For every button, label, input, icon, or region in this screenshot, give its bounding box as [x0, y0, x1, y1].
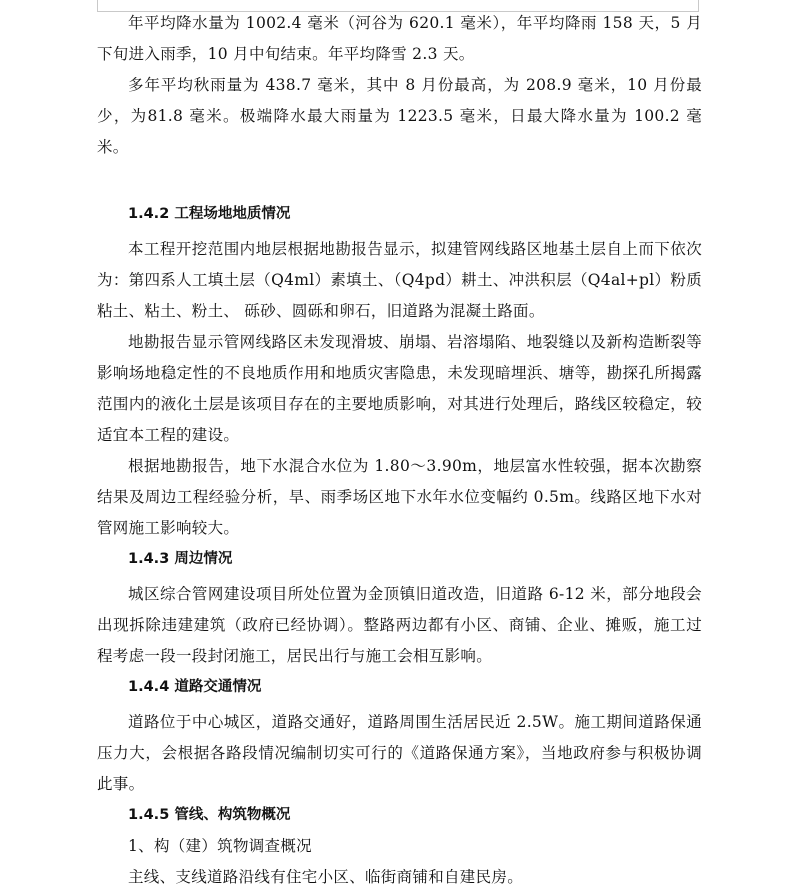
paragraph-groundwater: 根据地勘报告，地下水混合水位为 1.80～3.90m，地层富水性较强，据本次勘察结果及周边工程经验分析，旱、雨季场区地下水年水位变幅约 0.5m。线路区地下水对管网施工影响较大。	[97, 457, 702, 537]
paragraph-traffic: 道路位于中心城区，道路交通好，道路周围生活居民近 2.5W。施工期间道路保通压力大，会根据各路段情况编制切实可行的《道路保通方案》，当地政府参与积极协调此事。	[97, 713, 702, 793]
paragraph-precipitation: 年平均降水量为 1002.4 毫米（河谷为 620.1 毫米），年平均降雨 158 天，5 月下旬进入雨季，10 月中旬结束。年平均降雪 2.3 天。	[97, 14, 702, 63]
paragraph-structures-survey: 1、构（建）筑物调查概况	[128, 837, 312, 855]
paragraph-hazards: 地勘报告显示管网线路区未发现滑坡、崩塌、岩溶塌陷、地裂缝以及新构造断裂等影响场地稳定性的不良地质作用和地质灾害隐患，未发现暗埋浜、塘等，勘探孔所揭露范围内的液化土层是该项目存在的主要地质影响，对其进行处理后，路线区较稳定，较适宜本工程的建设。	[97, 333, 702, 444]
paragraph-strata: 本工程开挖范围内地层根据地勘报告显示，拟建管网线路区地基土层自上而下依次为：第四系人工填土层（Q4ml）素填土、（Q4pd）耕土、冲洪积层（Q4al+pl）粉质粘土、粘土、粉土、 砾砂、圆砾和卵石，旧道路为混凝土路面。	[97, 240, 702, 320]
paragraph-residences: 主线、支线道路沿线有住宅小区、临街商铺和自建民房。	[128, 868, 524, 886]
paragraph-surroundings: 城区综合管网建设项目所处位置为金顶镇旧道改造，旧道路 6-12 米，部分地段会出现拆除违建建筑（政府已经协调）。整路两边都有小区、商铺、企业、摊贩，施工过程考虑一段一段封闭施工，居民出行与施工会相互影响。	[97, 585, 702, 665]
heading-pipelines: 1.4.5 管线、构筑物概况	[128, 807, 291, 823]
heading-geology: 1.4.2 工程场地地质情况	[128, 206, 291, 222]
paragraph-autumn-rain: 多年平均秋雨量为 438.7 毫米，其中 8 月份最高，为 208.9 毫米，10 月份最少，为81.8 毫米。极端降水最大雨量为 1223.5 毫米，日最大降水量为 100.2 毫米。	[97, 76, 702, 156]
document-body	[97, 8, 702, 893]
spacer	[97, 163, 702, 199]
heading-traffic: 1.4.4 道路交通情况	[128, 679, 262, 695]
heading-surroundings: 1.4.3 周边情况	[128, 551, 233, 567]
